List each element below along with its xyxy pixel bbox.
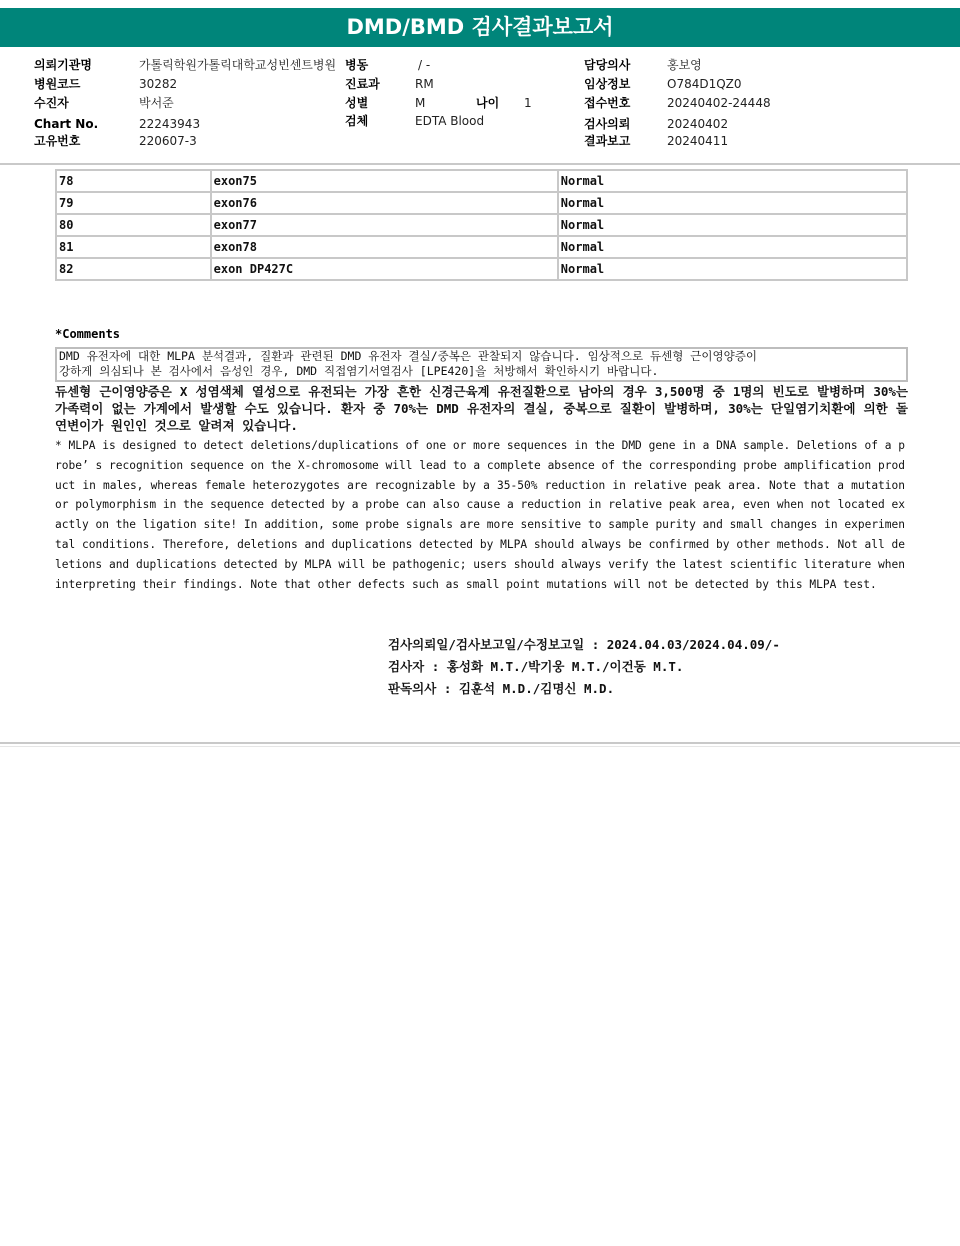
patient-label: 수진자: [34, 96, 69, 110]
mlpa-disclaimer: * MLPA is designed to detect deletions/duplications of one or more sequences in the DMD gene in a DNA sample. Deletions of a probe’ s recognition sequence on the X-chromosome will lead to a complete absence of the corresponding probe amplification product in males, whereas female heterozygotes are recognizable by a 35-50% reduction in relative peak area. Note that a mutation or polymorphism in the sequence detected by a probe can also cause a reduction in relative peak area, even when not located exactly on the ligation site! In addition, some probe signals are more sensitive to sample purity and small changes in experimental conditions. Therefore, deletions and duplications detected by MLPA should always be confirmed by other methods. Not all deletions and duplications detected by MLPA will be pathogenic; users should always verify the latest scientific literature when interpreting their findings. Note that other defects such as small point mutations will not be detected by this MLPA test.: [55, 439, 905, 591]
result-report-label: 결과보고: [584, 134, 631, 148]
clinical-info-value: O784D1QZ0: [667, 77, 742, 91]
ward-label: 병동: [345, 58, 369, 72]
footer-divider: [0, 742, 960, 747]
technician-line: 검사자 : 홍성화 M.T./박기웅 M.T./이건동 M.T.: [388, 659, 684, 674]
requesting-institution-value: 가톨릭학원가톨릭대학교성빈센트병원: [139, 58, 337, 72]
sex-value: M: [415, 96, 426, 110]
report-title: DMD/BMD 검사결과보고서: [0, 8, 960, 47]
hospital-code-value: 30282: [139, 77, 178, 91]
dmd-disease-description: 듀센형 근이영양증은 X 성염색체 열성으로 유전되는 가장 흔한 신경근육계 유전질환으로 남아의 경우 3,500명 중 1명의 빈도로 발병하며 30%는 가족력이 없는 가계에서 발생할 수도 있습니다. 환자 중 70%는 DMD 유전자의 결실, 중복으로 질환이 발병하며, 30%는 단일염기치환에 의한 돌연변이가 원인인 것으로 알려져 있습니다.: [55, 384, 908, 433]
exon-name: exon78: [211, 236, 558, 258]
result-value: Normal: [558, 258, 907, 280]
exon-name: exon75: [211, 170, 558, 192]
department-value: RM: [415, 77, 434, 91]
result-report-value: 20240411: [667, 134, 729, 148]
physician-line: 판독의사 : 김훈석 M.D./김명신 M.D.: [388, 681, 615, 696]
specimen-value: EDTA Blood: [415, 114, 485, 128]
specimen-label: 검체: [345, 114, 369, 128]
report-dates-line: 검사의뢰일/검사보고일/수정보고일 : 2024.04.03/2024.04.09/-: [388, 637, 780, 652]
patient-value: 박서준: [139, 96, 174, 110]
comment-line-1: DMD 유전자에 대한 MLPA 분석결과, 질환과 관련된 DMD 유전자 결실/중복은 관찰되지 않습니다. 임상적으로 듀센형 근이영양증이: [59, 349, 757, 363]
result-value: Normal: [558, 192, 907, 214]
attending-doctor-value: 홍보영: [667, 58, 702, 72]
test-request-value: 20240402: [667, 117, 729, 131]
comments-title: *Comments: [55, 327, 121, 341]
table-row: [56, 192, 907, 214]
table-row: [56, 236, 907, 258]
result-value: Normal: [558, 214, 907, 236]
exon-name: exon DP427C: [211, 258, 558, 280]
chart-no-label: Chart No.: [34, 117, 99, 131]
receipt-no-label: 접수번호: [584, 96, 631, 110]
row-number: 78: [56, 170, 211, 192]
unique-no-value: 220607-3: [139, 134, 197, 148]
requesting-institution-label: 의뢰기관명: [34, 58, 92, 72]
exon-results-table: [55, 169, 908, 281]
receipt-no-value: 20240402-24448: [667, 96, 771, 110]
hospital-code-label: 병원코드: [34, 77, 81, 91]
row-number: 82: [56, 258, 211, 280]
chart-no-value: 22243943: [139, 117, 201, 131]
sex-label: 성별: [345, 96, 369, 110]
table-row: [56, 214, 907, 236]
ward-value: / -: [418, 58, 431, 72]
exon-name: exon77: [211, 214, 558, 236]
comment-box: [55, 347, 908, 382]
table-row: [56, 170, 907, 192]
department-label: 진료과: [345, 77, 380, 91]
result-value: Normal: [558, 236, 907, 258]
row-number: 80: [56, 214, 211, 236]
patient-info-header: [0, 47, 960, 165]
comment-line-2: 강하게 의심되나 본 검사에서 음성인 경우, DMD 직접염기서열검사 [LPE420]을 처방해서 확인하시기 바랍니다.: [59, 364, 659, 378]
row-number: 81: [56, 236, 211, 258]
row-number: 79: [56, 192, 211, 214]
test-request-label: 검사의뢰: [584, 117, 631, 131]
attending-doctor-label: 담당의사: [584, 58, 631, 72]
clinical-info-label: 임상정보: [584, 77, 631, 91]
age-label: 나이: [476, 96, 500, 110]
age-value: 1: [524, 96, 532, 110]
unique-no-label: 고유번호: [34, 134, 81, 148]
exon-name: exon76: [211, 192, 558, 214]
table-row: [56, 258, 907, 280]
result-value: Normal: [558, 170, 907, 192]
